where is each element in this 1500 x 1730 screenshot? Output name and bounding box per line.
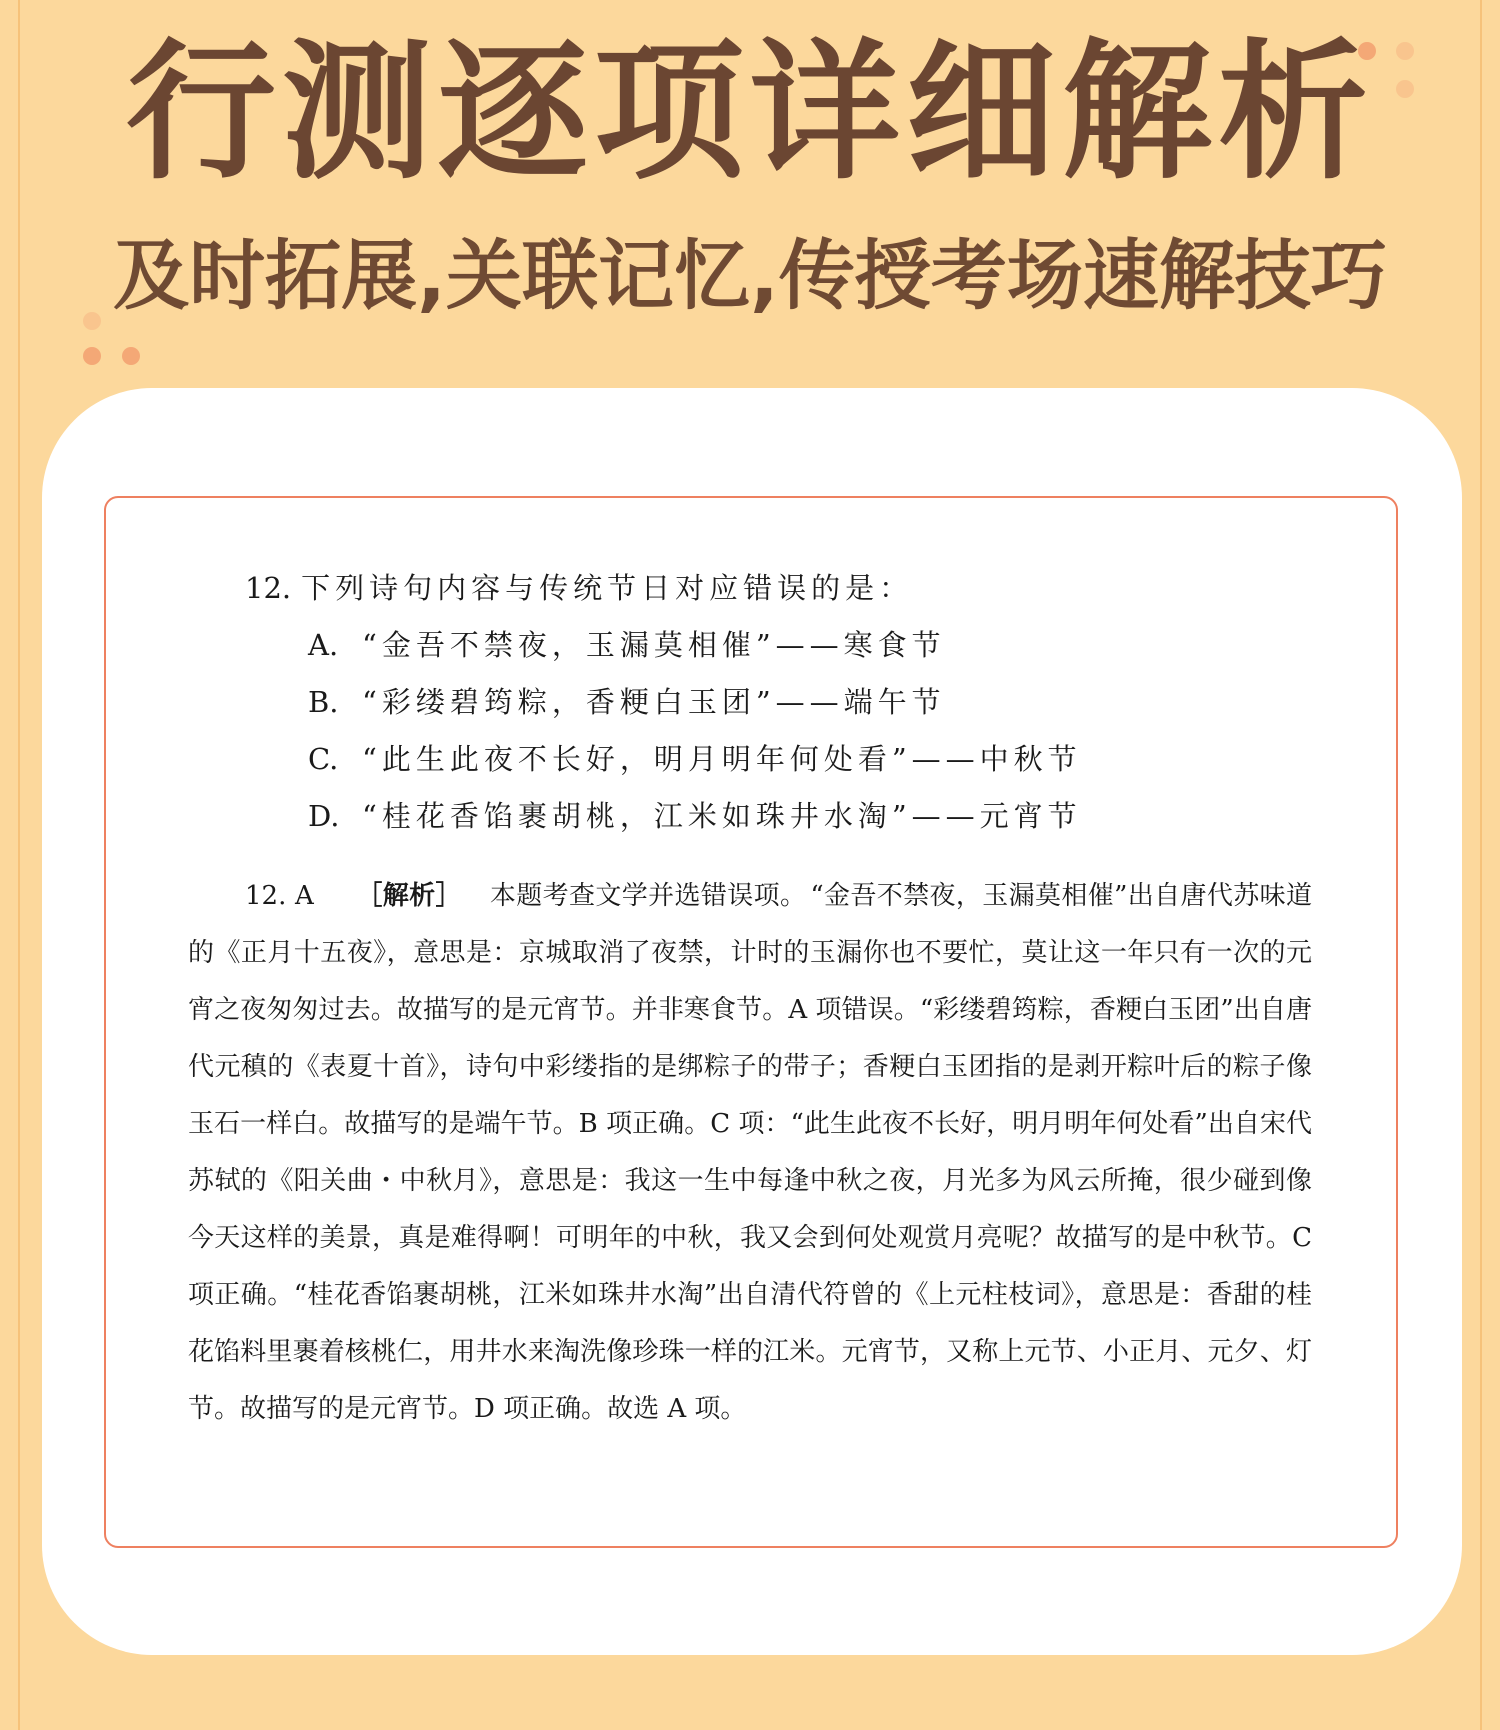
analysis-tag: ［解析］ <box>356 881 462 911</box>
option-label: D. <box>308 799 340 833</box>
question-stem-line <box>245 560 1082 617</box>
option-label: A. <box>308 628 339 662</box>
decor-dot <box>122 347 140 365</box>
analysis-answer: A <box>295 881 314 911</box>
page-subtitle: 及时拓展,关联记忆,传授考场速解技巧 <box>113 231 1387 320</box>
option-d <box>245 788 1082 845</box>
option-b <box>245 674 1082 731</box>
option-label: C. <box>308 742 339 776</box>
option-a <box>245 617 1082 674</box>
option-label: B. <box>308 685 339 719</box>
analysis-body: “金吾不禁夜，玉漏莫相催”出自唐代苏味道的《正月十五夜》，意思是：京城取消了夜禁，计时的玉漏你也不要忙，莫让这一年只有一次的元宵之夜匆匆过去。故描写的是元宵节。并非寒食节。A 项错误。“彩缕碧筠粽，香粳白玉团”出自唐代元稹的《表夏十首》，诗句中彩缕指的是绑粽子的带子；香粳白玉团指的是剥开粽叶后的粽子像玉石一样白。故描写的是端午节。B 项正确。C 项：“此生此夜不长好，明月明年何处看”出自宋代苏轼的《阳关曲・中秋月》，意思是：我这一生中每逢中秋之夜，月光多为风云所掩，很少碰到像今天这样的美景，真是难得啊！可明年的中秋，我又会到何处观赏月亮呢？故描写的是中秋节。C 项正确。“桂花香馅裹胡桃，江米如珠井水淘”出自清代符曾的《上元柱枝词》，意思是：香甜的桂花馅料里裹着核桃仁，用井水来淘洗像珍珠一样的江米。元宵节，又称上元节、小正月、元夕、灯节。故描写的是元宵节。D 项正确。故选 A 项。 <box>188 881 1312 1424</box>
question-number: 12. <box>245 571 292 605</box>
page-title: 行测逐项详细解析 <box>125 26 1374 200</box>
analysis-number: 12. <box>245 881 287 911</box>
analysis-lead: 本题考查文学并选错误项。 <box>489 881 807 911</box>
option-text: “此生此夜不长好，明月明年何处看”——中秋节 <box>362 742 1082 776</box>
question-block <box>245 560 1082 845</box>
analysis-block <box>188 868 1312 1438</box>
option-text: “桂花香馅裹胡桃，江米如珠井水淘”——元宵节 <box>362 799 1082 833</box>
decor-dot <box>83 347 101 365</box>
option-text: “金吾不禁夜，玉漏莫相催”——寒食节 <box>362 628 946 662</box>
option-c <box>245 731 1082 788</box>
question-stem: 下列诗句内容与传统节日对应错误的是： <box>301 571 914 605</box>
option-text: “彩缕碧筠粽，香粳白玉团”——端午节 <box>362 685 946 719</box>
